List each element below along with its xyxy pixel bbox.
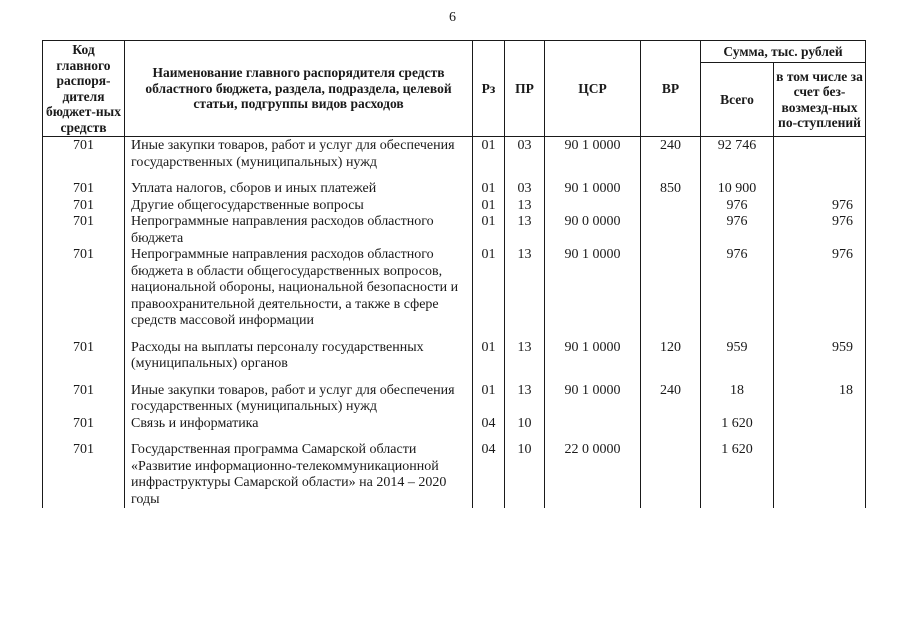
table-row xyxy=(43,247,866,340)
cell-csr xyxy=(545,198,641,215)
cell-free xyxy=(774,442,866,508)
header-name: Наименование главного распорядителя средств областного бюджета, раздела, подраздела, целевой статьи, подгруппы видов расходов xyxy=(125,41,473,137)
cell-total: 92 746 xyxy=(701,137,774,182)
cell-pr: 13 xyxy=(505,340,545,383)
cell-total: 959 xyxy=(701,340,774,383)
cell-pr: 03 xyxy=(505,181,545,198)
header-total: Всего xyxy=(701,63,774,137)
cell-vr: 120 xyxy=(641,340,701,383)
cell-pr: 13 xyxy=(505,198,545,215)
cell-name: Связь и информатика xyxy=(125,416,473,443)
cell-pr: 13 xyxy=(505,247,545,340)
header-vr: ВР xyxy=(641,41,701,137)
table-row xyxy=(43,137,866,182)
header-code: Код главного распоря-дителя бюджет-ных средств xyxy=(43,41,125,137)
cell-code: 701 xyxy=(43,383,125,416)
cell-vr xyxy=(641,442,701,508)
header-free: в том числе за счет без-возмезд-ных по-ступлений xyxy=(774,63,866,137)
cell-pr: 10 xyxy=(505,416,545,443)
table-row xyxy=(43,383,866,416)
cell-vr: 240 xyxy=(641,383,701,416)
cell-csr xyxy=(545,416,641,443)
cell-free: 18 xyxy=(774,383,866,416)
cell-free xyxy=(774,181,866,198)
cell-name: Непрограммные направления расходов областного бюджета xyxy=(125,214,473,247)
cell-name: Уплата налогов, сборов и иных платежей xyxy=(125,181,473,198)
cell-code: 701 xyxy=(43,442,125,508)
cell-csr: 90 1 0000 xyxy=(545,383,641,416)
cell-rz: 01 xyxy=(473,198,505,215)
header-sum-group: Сумма, тыс. рублей xyxy=(701,41,866,63)
cell-pr: 03 xyxy=(505,137,545,182)
cell-csr: 90 0 0000 xyxy=(545,214,641,247)
cell-pr: 10 xyxy=(505,442,545,508)
cell-rz: 01 xyxy=(473,181,505,198)
cell-vr xyxy=(641,247,701,340)
cell-code: 701 xyxy=(43,416,125,443)
table-row xyxy=(43,442,866,508)
cell-pr: 13 xyxy=(505,214,545,247)
header-pr: ПР xyxy=(505,41,545,137)
cell-name: Непрограммные направления расходов областного бюджета в области общегосударственных вопросов, национальной обороны, национальной безопасности и правоохранительной деятельности, а также в сфере средств массовой информации xyxy=(125,247,473,340)
cell-csr: 90 1 0000 xyxy=(545,181,641,198)
cell-csr: 90 1 0000 xyxy=(545,247,641,340)
cell-pr: 13 xyxy=(505,383,545,416)
table-row xyxy=(43,416,866,443)
cell-csr: 22 0 0000 xyxy=(545,442,641,508)
cell-name: Другие общегосударственные вопросы xyxy=(125,198,473,215)
cell-free xyxy=(774,137,866,182)
cell-csr: 90 1 0000 xyxy=(545,340,641,383)
cell-total: 10 900 xyxy=(701,181,774,198)
header-rz: Рз xyxy=(473,41,505,137)
cell-code: 701 xyxy=(43,340,125,383)
table-row xyxy=(43,214,866,247)
cell-rz: 01 xyxy=(473,214,505,247)
table-body xyxy=(43,137,866,509)
cell-rz: 01 xyxy=(473,247,505,340)
cell-total: 18 xyxy=(701,383,774,416)
cell-free: 976 xyxy=(774,198,866,215)
cell-total: 976 xyxy=(701,247,774,340)
table-header xyxy=(43,41,866,137)
cell-free: 959 xyxy=(774,340,866,383)
budget-table xyxy=(42,40,866,508)
cell-name: Государственная программа Самарской области «Развитие информационно-телекоммуникационной инфраструктуры Самарской области» на 2014 – 2020 годы xyxy=(125,442,473,508)
cell-free xyxy=(774,416,866,443)
cell-name: Иные закупки товаров, работ и услуг для обеспечения государственных (муниципальных) нужд xyxy=(125,137,473,182)
cell-name: Расходы на выплаты персоналу государственных (муниципальных) органов xyxy=(125,340,473,383)
cell-vr: 240 xyxy=(641,137,701,182)
cell-vr xyxy=(641,416,701,443)
cell-code: 701 xyxy=(43,247,125,340)
cell-code: 701 xyxy=(43,198,125,215)
cell-csr: 90 1 0000 xyxy=(545,137,641,182)
page-number: 6 xyxy=(449,10,456,25)
table-row xyxy=(43,198,866,215)
cell-code: 701 xyxy=(43,214,125,247)
cell-total: 1 620 xyxy=(701,416,774,443)
cell-rz: 01 xyxy=(473,340,505,383)
cell-total: 1 620 xyxy=(701,442,774,508)
cell-free: 976 xyxy=(774,214,866,247)
cell-rz: 04 xyxy=(473,416,505,443)
cell-name: Иные закупки товаров, работ и услуг для обеспечения государственных (муниципальных) нужд xyxy=(125,383,473,416)
cell-vr: 850 xyxy=(641,181,701,198)
cell-rz: 01 xyxy=(473,137,505,182)
cell-rz: 04 xyxy=(473,442,505,508)
table-row xyxy=(43,181,866,198)
cell-rz: 01 xyxy=(473,383,505,416)
cell-code: 701 xyxy=(43,137,125,182)
cell-total: 976 xyxy=(701,214,774,247)
cell-vr xyxy=(641,198,701,215)
header-csr: ЦСР xyxy=(545,41,641,137)
cell-code: 701 xyxy=(43,181,125,198)
cell-vr xyxy=(641,214,701,247)
table-row xyxy=(43,340,866,383)
cell-free: 976 xyxy=(774,247,866,340)
cell-total: 976 xyxy=(701,198,774,215)
